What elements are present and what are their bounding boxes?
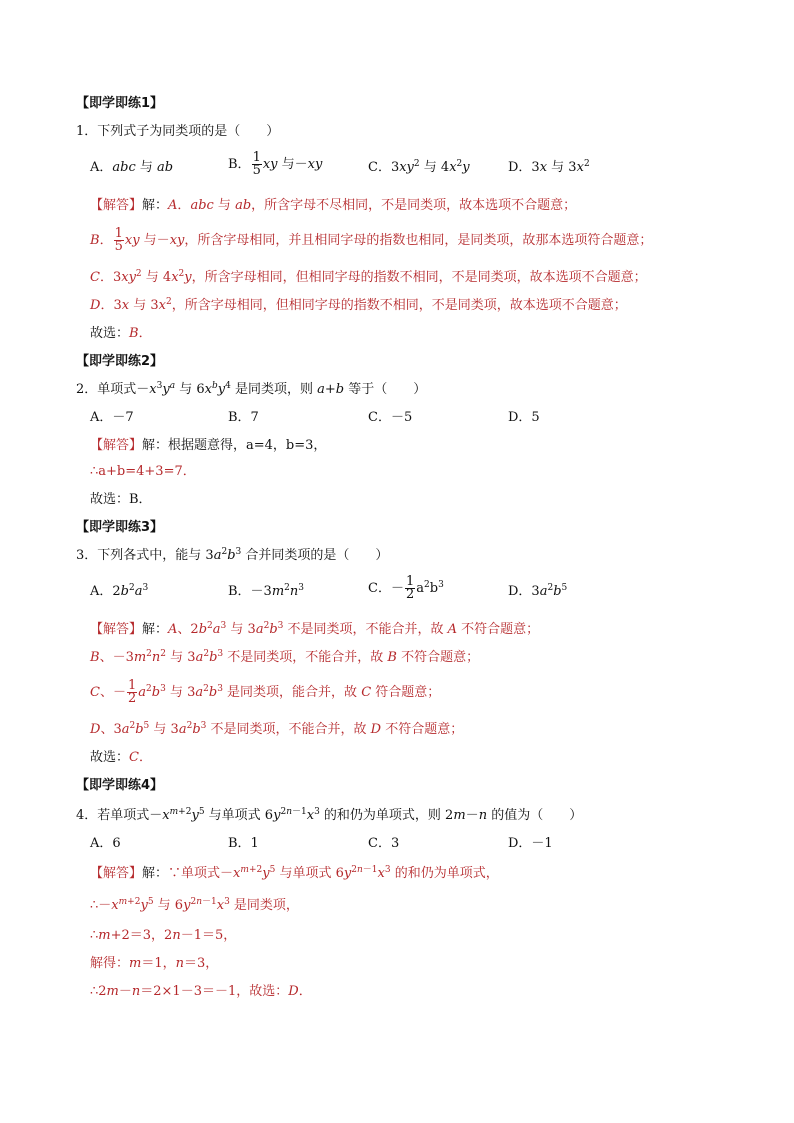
solution-2-line2: ∴a+b=4+3=7． xyxy=(90,464,196,479)
solution-3-line3: C、－ $\frac{1}{2}$ $a^2b^3$ 与 $3a^2b^3$ 是同类项，能合并，故 C 符合题意； xyxy=(90,678,441,706)
answer-label: 【解答】 xyxy=(90,438,143,453)
solution-2-line1 xyxy=(90,438,326,454)
option-1c: C．$3xy^2$ 与 $4x^2y$ xyxy=(368,159,470,175)
question-1: 1．下列式子为同类项的是（ ） xyxy=(76,124,280,139)
option-2b: B．7 xyxy=(228,410,259,425)
solution-1-line2: B． $\frac{1}{5}$ xy 与－xy，所含字母相同，并且相同字母的指数也相同，是同类项，故那本选项符合题意； xyxy=(90,226,653,254)
section-header-3: 【即学即练3】 xyxy=(76,520,164,535)
option-1b: B． $\frac{1}{5}$ xy 与－xy xyxy=(228,150,323,178)
solution-4-line3: ∴m+2＝3，2n－1＝5， xyxy=(90,928,237,943)
option-2d: D．5 xyxy=(508,410,540,425)
solution-2-text: 解：根据题意得，a=4，b=3， xyxy=(142,438,327,453)
solution-3-line5: 故选：C． xyxy=(90,750,152,765)
question-4: 4．若单项式$-x^{m+2}y^5$ 与单项式 $6y^{2n-1}x^3$ 的和仍为单项式，则 2m－n 的值为（ ） xyxy=(76,807,583,823)
answer-label: 【解答】 xyxy=(90,622,143,637)
question-3: 3．下列各式中，能与 $3a^2b^3$ 合并同类项的是（ ） xyxy=(76,547,389,563)
solution-4-line1: 【解答】解：∵单项式$-x^{m+2}y^5$ 与单项式 $6y^{2n-1}x^3$ 的和仍为单项式， xyxy=(90,865,499,881)
solution-1-line3: C．$3xy^2$ 与 $4x^2y$，所含字母相同，但相同字母的指数不相同，不是同类项，故本选项不合题意； xyxy=(90,269,647,285)
solution-1-line1: 【解答】解：A．abc 与 ab，所含字母不尽相同，不是同类项，故本选项不合题意； xyxy=(90,198,577,213)
option-3b: B．$-3m^2n^3$ xyxy=(228,583,304,599)
solution-1-line5: 故选：B． xyxy=(90,326,152,341)
solution-3-line1: 【解答】解：A、$2b^2a^3$ 与 $3a^2b^3$ 不是同类项，不能合并，故 A 不符合题意； xyxy=(90,621,540,637)
option-3a: A．$2b^2a^3$ xyxy=(90,583,149,599)
option-2c: C．－5 xyxy=(368,410,413,425)
option-4d: D．－1 xyxy=(508,836,553,851)
option-3d: D．$3a^2b^5$ xyxy=(508,583,568,599)
solution-3-line2: B、$-3m^2n^2$ 与 $3a^2b^3$ 不是同类项，不能合并，故 B 不符合题意； xyxy=(90,649,480,665)
solution-4-line2: $\therefore-x^{m+2}y^5$ 与 $6y^{2n-1}x^3$ 是同类项， xyxy=(90,897,299,913)
option-1a: A．abc 与 ab xyxy=(90,160,174,175)
answer-label: 【解答】 xyxy=(90,198,143,213)
option-1d: D．3x 与 $3x^2$ xyxy=(508,159,590,175)
option-3c: C．－ $\frac{1}{2}$ $a^2b^3$ xyxy=(368,574,444,602)
option-4b: B．1 xyxy=(228,836,259,851)
section-header-4: 【即学即练4】 xyxy=(76,778,164,793)
section-header-2: 【即学即练2】 xyxy=(76,354,164,369)
option-2a: A．－7 xyxy=(90,410,134,425)
solution-1-line4: D．3x 与 $3x^2$，所含字母相同，但相同字母的指数不相同，不是同类项，故本选项不合题意； xyxy=(90,297,627,313)
answer-label: 【解答】 xyxy=(90,866,143,881)
option-4c: C．3 xyxy=(368,836,400,851)
solution-3-line4: D、$3a^2b^5$ 与 $3a^2b^3$ 不是同类项，不能合并，故 D 不符合题意； xyxy=(90,721,464,737)
question-2: 2．单项式$-x^3y^a$ 与 $6x^by^4$ 是同类项，则 a+b 等于（ ） xyxy=(76,381,427,397)
option-4a: A．6 xyxy=(90,836,121,851)
solution-2-line3: 故选：B． xyxy=(90,492,152,507)
solution-4-line5: ∴2m－n＝2×1－3＝－1，故选：D． xyxy=(90,984,312,999)
section-header-1: 【即学即练1】 xyxy=(76,96,164,111)
solution-4-line4: 解得：m＝1，n＝3， xyxy=(90,956,219,971)
